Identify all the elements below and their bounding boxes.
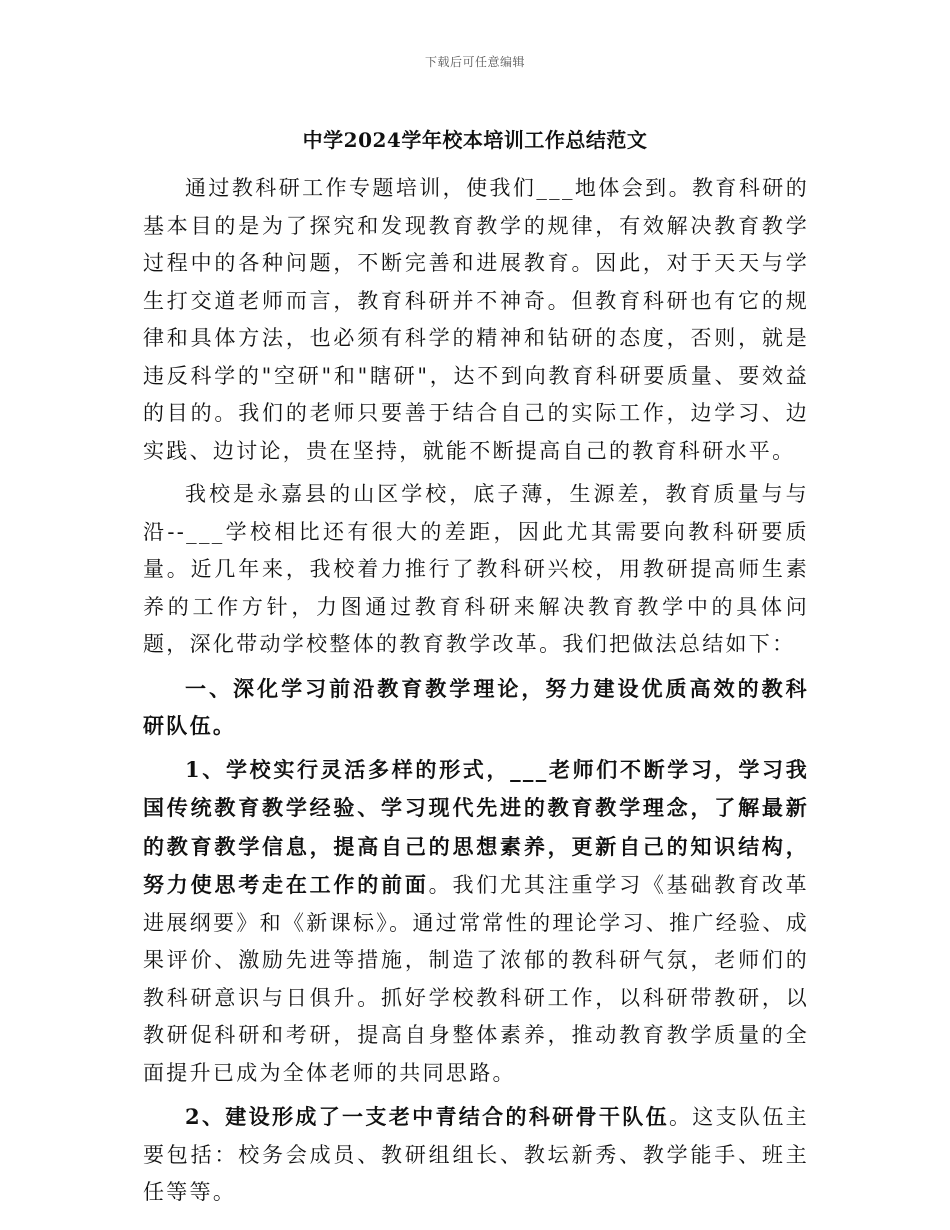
section-heading-1: 一、深化学习前沿教育教学理论，努力建设优质高效的教科研队伍。 [143, 675, 809, 738]
document-body [143, 170, 809, 1218]
list-item-1-bold: 1、学校实行灵活多样的形式，___老师们不断学习，学习我国传统教育教学经验、学习现代先进的教育教学理念，了解最新的教育教学信息，提高自己的思想素养，更新自己的知识结构，努力使思考走在工作的前面 [143, 756, 809, 897]
list-item-2 [143, 1098, 809, 1212]
document-title: 中学2024学年校本培训工作总结范文 [302, 128, 648, 152]
paragraph-school-background: 我校是永嘉县的山区学校，底子薄，生源差，教育质量与与沿--___学校相比还有很大的差距，因此尤其需要向教科研要质量。近几年来，我校着力推行了教科研兴校，用教研提高师生素养的工作方针，力图通过教育科研来解决教育教学中的具体问题，深化带动学校整体的教育教学改革。我们把做法总结如下： [143, 482, 809, 656]
list-item-2-bold: 2、建设形成了一支老中青结合的科研骨干队伍 [185, 1104, 669, 1129]
paragraph-intro: 通过教科研工作专题培训，使我们___地体会到。教育科研的基本目的是为了探究和发现教育教学的规律，有效解决教育教学过程中的各种问题，不断完善和进展教育。因此，对于天天与学生打交道老师而言，教育科研并不神奇。但教育科研也有它的规律和具体方法，也必须有科学的精神和钻研的态度，否则，就是违反科学的"空研"和"瞎研"，达不到向教育科研要质量、要效益的目的。我们的老师只要善于结合自己的实际工作，边学习、边实践、边讨论，贵在坚持，就能不断提高自己的教育科研水平。 [143, 176, 809, 463]
download-note: 下载后可任意编辑 [424, 55, 525, 69]
list-item-2-text: 。这支队伍主要包括：校务会成员、教研组组长、教坛新秀、教学能手、班主任等等。 [143, 1105, 809, 1204]
list-item-1-text: 。我们尤其注重学习《基础教育改革进展纲要》和《新课标》。通过常常性的理论学习、推广经验、成果评价、激励先进等措施，制造了浓郁的教科研气氛，老师们的教科研意识与日俱升。抓好学校教科研工作，以科研带教研，以教研促科研和考研，提高自身整体素养，推动教育教学质量的全面提升已成为全体老师的共同思路。 [143, 873, 809, 1085]
list-item-1 [143, 751, 809, 1093]
